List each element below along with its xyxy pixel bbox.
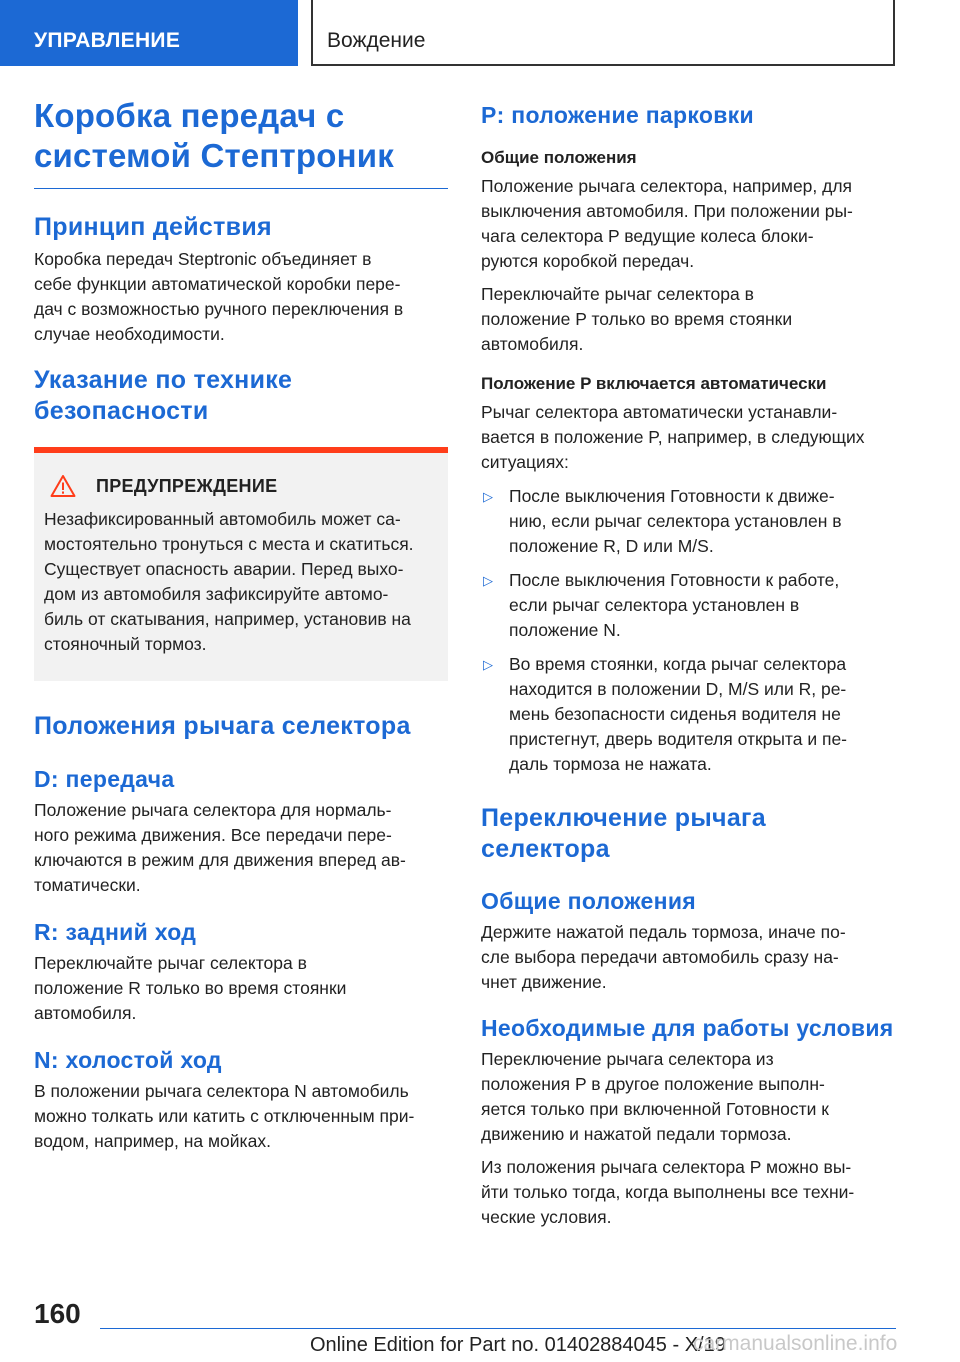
warning-box	[34, 447, 448, 681]
switch-heading: Переключение рычага селектора	[481, 804, 766, 863]
conditions-heading: Необходимые для работы условия	[481, 1015, 894, 1041]
auto-text: Рычаг селектора автоматически устанавли- вается в положение P, например, в следующих ситуациях:	[481, 402, 865, 472]
general-text-2: Переключайте рычаг селектора в положение P только во время стоянки автомобиля.	[481, 284, 793, 354]
page-title: Коробка передач с системой Стептроник	[34, 97, 394, 174]
list-item	[481, 484, 897, 559]
title-divider	[34, 188, 448, 189]
page-header	[0, 0, 960, 66]
warning-text: Незафиксированный автомобиль может са- мостоятельно тронуться с места и скатиться. Существует опасность аварии. Перед выхо- дом из автомобиля зафиксируйте автомо- биль от скатывания, например, установив на стояночный тормоз.	[44, 509, 414, 654]
principle-heading: Принцип действия	[34, 213, 272, 241]
chapter-title: Вождение	[311, 0, 895, 66]
r-text: Переключайте рычаг селектора в положение R только во время стоянки автомобиля.	[34, 953, 347, 1023]
edition-note: Online Edition for Part no. 01402884045 - X/19	[310, 1334, 726, 1356]
n-text: В положении рычага селектора N автомобиль можно толкать или катить с отключенным при- водом, например, на мойках.	[34, 1081, 415, 1151]
auto-heading: Положение P включается автоматически	[481, 374, 827, 393]
r-heading: R: задний ход	[34, 919, 197, 945]
triangle-bullet-icon: ▷	[483, 657, 493, 672]
general-heading: Общие положения	[481, 148, 637, 167]
general-text-1: Положение рычага селектора, например, для выключения автомобиля. При положении ры- чага селектора P ведущие колеса блоки- руются коробкой передач.	[481, 176, 853, 271]
positions-heading: Положения рычага селектора	[34, 712, 411, 740]
n-heading: N: холостой ход	[34, 1047, 222, 1073]
list-item-text: После выключения Готовности к движе- нию, если рычаг селектора установлен в положение R, D или M/S.	[509, 486, 842, 556]
conditions-text-2: Из положения рычага селектора P можно вы- йти только тогда, когда выполнены все техни- ческие условия.	[481, 1157, 855, 1227]
switch-general-heading: Общие положения	[481, 888, 696, 914]
d-text: Положение рычага селектора для нормаль- ного режима движения. Все передачи пере- ключаются в режим для движения вперед ав- томатически.	[34, 800, 406, 895]
warning-header	[44, 473, 438, 499]
left-column	[34, 96, 448, 1154]
p-heading: P: положение парковки	[481, 102, 754, 128]
safety-heading: Указание по технике безопасности	[34, 366, 293, 425]
d-heading: D: передача	[34, 766, 175, 792]
triangle-bullet-icon: ▷	[483, 489, 493, 504]
list-item	[481, 568, 897, 643]
warning-title: ПРЕДУПРЕЖДЕНИЕ	[96, 475, 278, 496]
right-column	[481, 96, 897, 1230]
list-item-text: После выключения Готовности к работе, если рычаг селектора установлен в положение N.	[509, 570, 840, 640]
auto-conditions-list	[481, 484, 897, 777]
list-item	[481, 652, 897, 777]
conditions-text-1: Переключение рычага селектора из положения P в другое положение выполн- яется только при включенной Готовности к движению и нажатой педали тормоза.	[481, 1049, 829, 1144]
warning-triangle-icon	[50, 474, 76, 498]
principle-text: Коробка передач Steptronic объединяет в себе функции автоматической коробки пере- дач с возможностью ручного переключения в случае необходимости.	[34, 249, 404, 344]
list-item-text: Во время стоянки, когда рычаг селектора находится в положении D, M/S или R, ре- мень безопасности сиденья водителя не пристегнут, дверь водителя открыта и пе- даль тормоза не нажата.	[509, 654, 848, 774]
switch-general-text: Держите нажатой педаль тормоза, иначе по- сле выбора передачи автомобиль сразу на- чнет движение.	[481, 922, 846, 992]
watermark: carmanualsonline.info	[693, 1332, 898, 1355]
page-number: 160	[34, 1298, 81, 1329]
footer-divider	[100, 1328, 896, 1329]
section-tab: УПРАВЛЕНИЕ	[0, 0, 298, 66]
triangle-bullet-icon: ▷	[483, 573, 493, 588]
